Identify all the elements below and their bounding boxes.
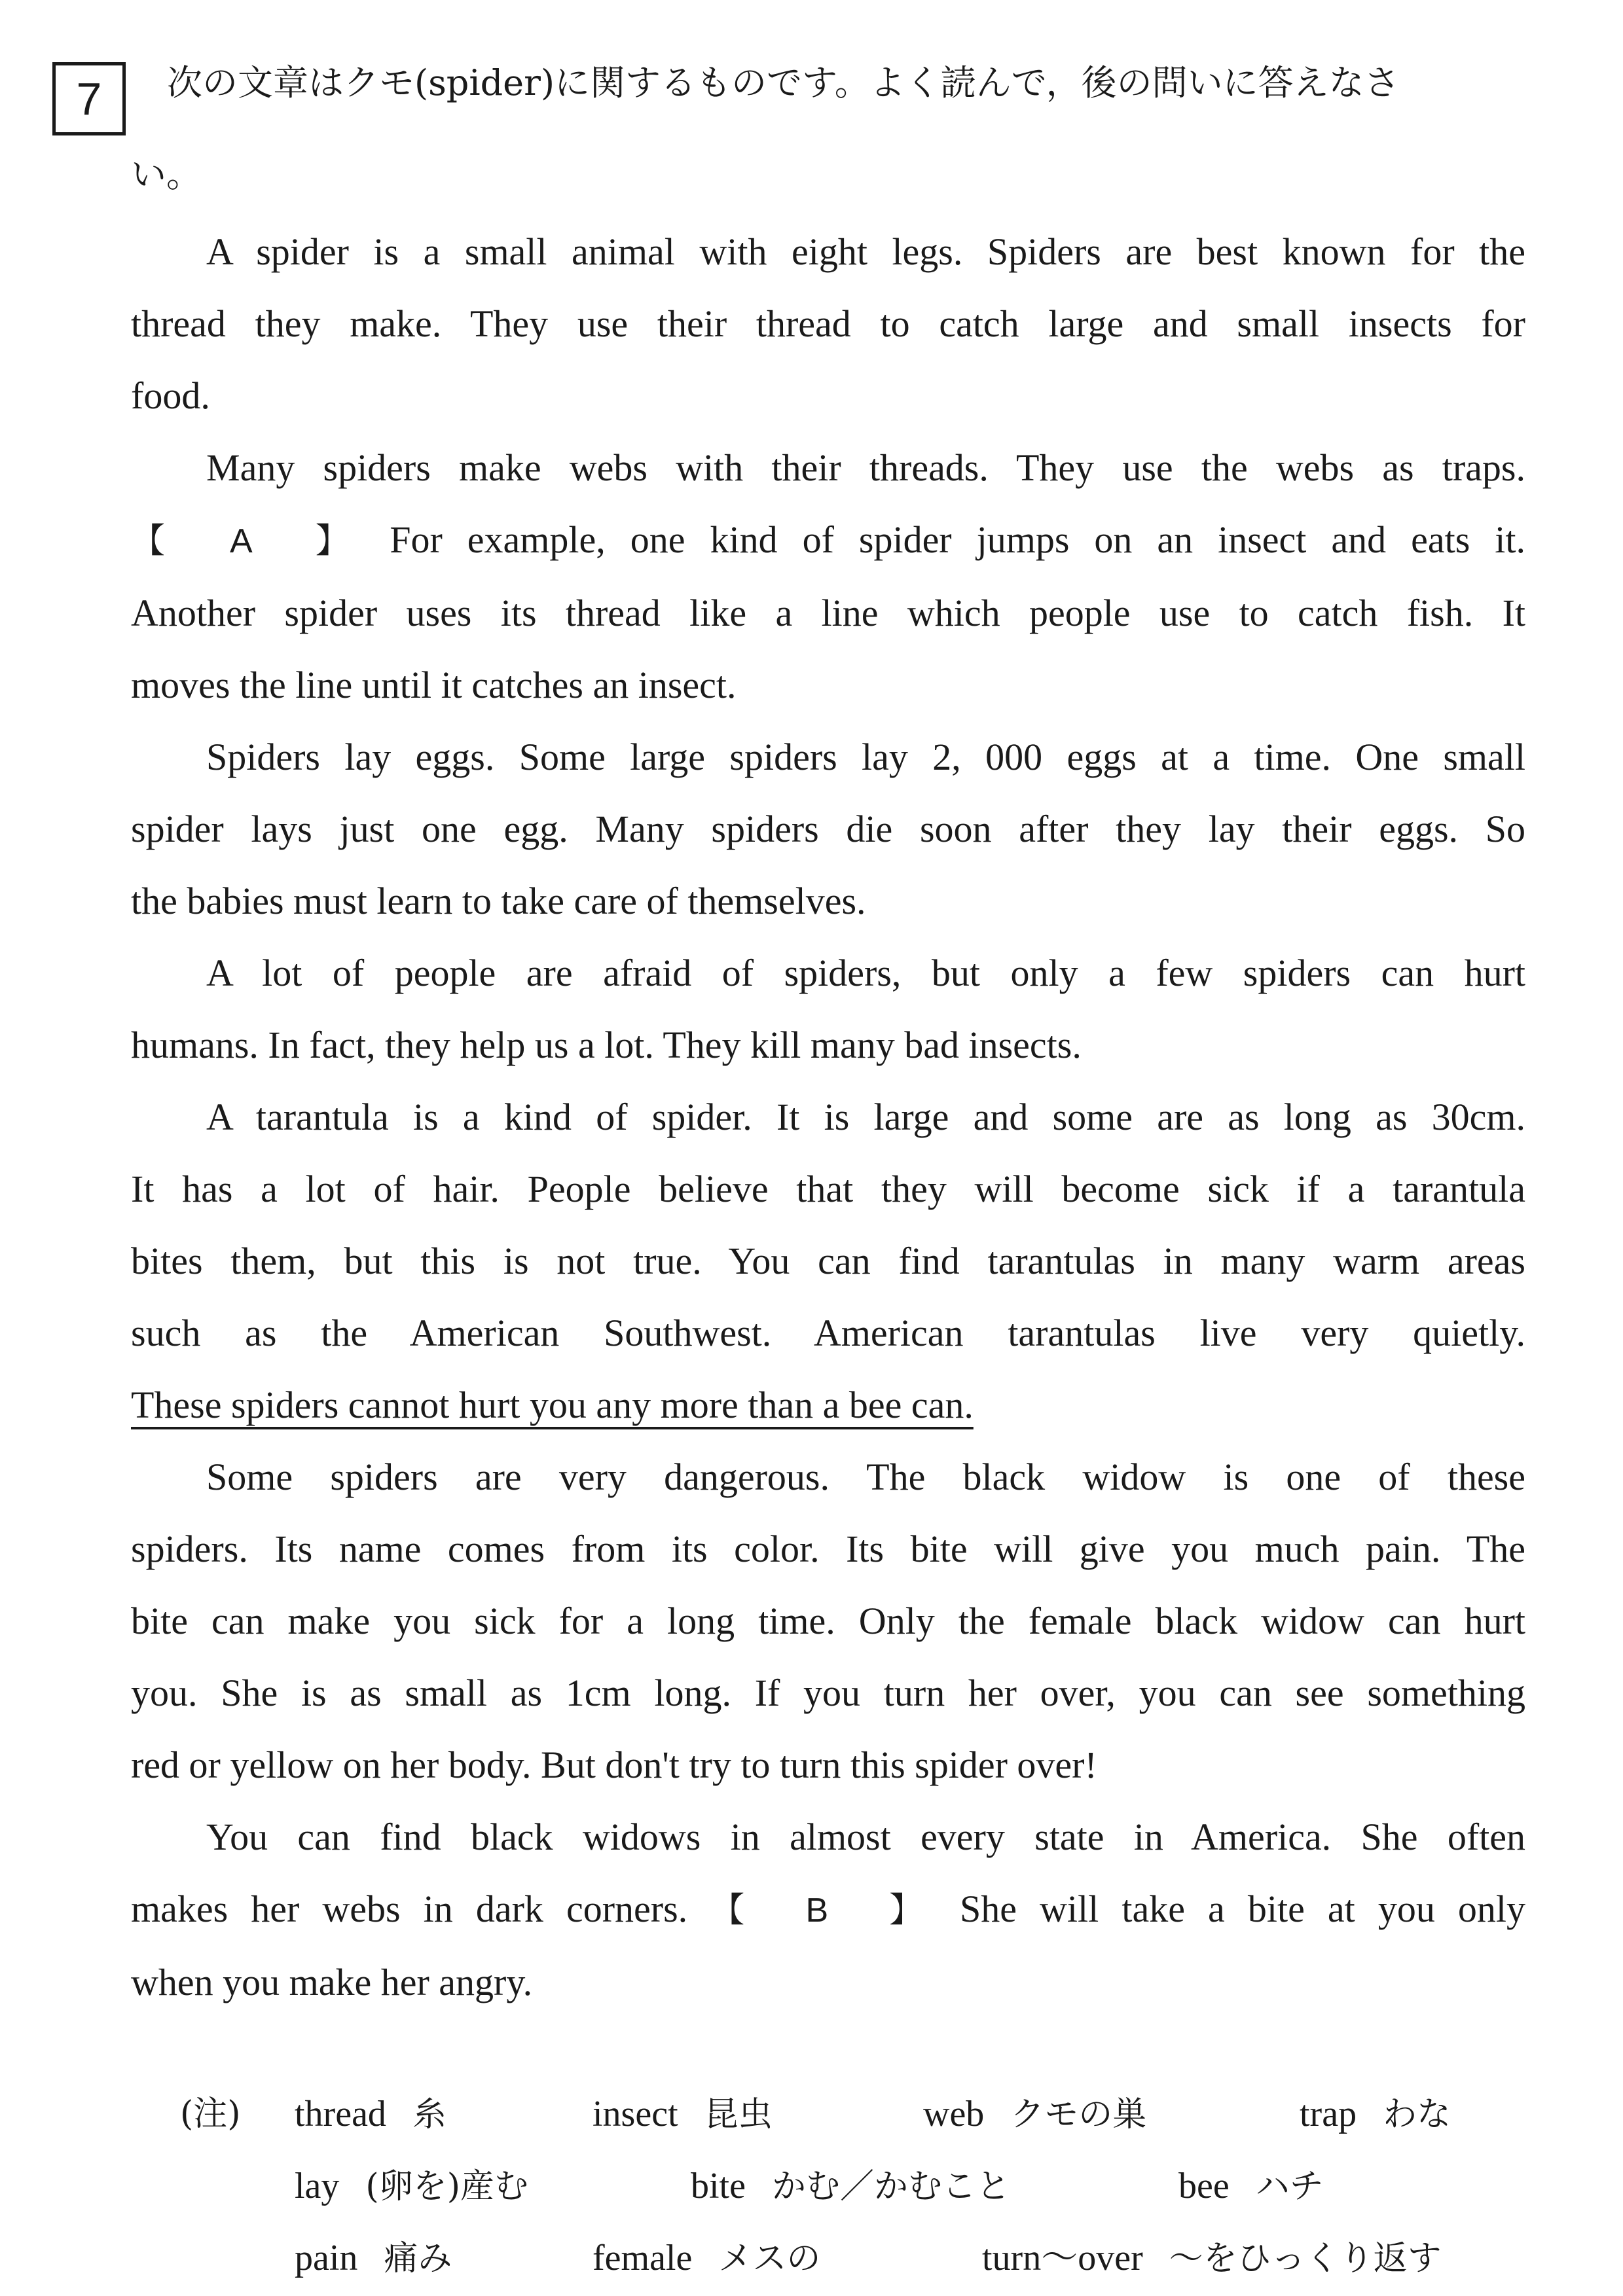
passage-line: spider lays just one egg. Many spiders die soon after they lay their eggs. So [131,808,1525,850]
passage-line: moves the line until it catches an insect. [131,664,737,706]
passage-line: It has a lot of hair. People believe that they will become sick if a tarantula [131,1168,1525,1210]
underlined-sentence-line [131,1369,1525,1441]
note-item [593,2078,773,2151]
instruction-line-2: い。 [131,154,202,195]
note-item [593,2222,820,2295]
passage-line: spiders. Its name comes from its color. Its bite will give you much pain. The [131,1528,1525,1570]
passage-line: when you make her angry. [131,1961,533,2003]
question-number: 7 [76,73,102,124]
passage-line: A tarantula is a kind of spider. It is large and some are as long as 30cm. [206,1096,1525,1138]
note-meaning: クモの巣 [1010,2095,1147,2134]
passage-line: bite can make you sick for a long time. Only the female black widow can hurt [131,1600,1525,1642]
passage-line: bites them, but this is not true. You can find tarantulas in many warm areas [131,1240,1525,1282]
reading-passage [131,216,1525,2018]
passage-text: For example, one kind of spider jumps on an insect and eats it. [390,518,1526,561]
passage-line: red or yellow on her body. But don't try to turn this spider over! [131,1744,1097,1786]
notes-label: (注) [180,2094,241,2134]
blank-b: 【 B 】 [710,1892,937,1929]
note-meaning: わな [1383,2095,1451,2134]
passage-line: A spider is a small animal with eight legs. Spiders are best known for the [206,230,1525,273]
note-meaning: (卵を)産む [365,2167,528,2206]
passage-line: the babies must learn to take care of themselves. [131,880,866,922]
passage-line-with-blank-a [131,504,1525,577]
passage-line: Spiders lay eggs. Some large spiders lay 2, 000 eggs at a time. One small [206,736,1525,778]
passage-line: you. She is as small as 1cm long. If you turn her over, you can see something [131,1672,1525,1714]
note-item [1300,2078,1451,2151]
note-item [295,2150,528,2223]
note-term: bee [1178,2166,1230,2206]
passage-line: Some spiders are very dangerous. The black widow is one of these [206,1456,1525,1498]
note-item [295,2222,452,2295]
note-term: insect [593,2094,678,2134]
passage-line: Another spider uses its thread like a line which people use to catch fish. It [131,592,1525,634]
note-meaning: かむ／かむこと [771,2167,1010,2206]
note-item [923,2078,1146,2151]
note-item [982,2222,1442,2295]
note-term: bite [691,2166,746,2206]
note-term: thread [295,2094,386,2134]
note-item [691,2150,1010,2223]
passage-line-with-blank-b [131,1873,1525,1946]
note-item [295,2078,447,2151]
note-meaning: ハチ [1255,2167,1324,2206]
note-term: trap [1300,2094,1357,2134]
passage-line: You can find black widows in almost every state in America. She often [206,1816,1525,1858]
blank-a: 【 A 】 [131,522,365,560]
passage-line: thread they make. They use their thread to catch large and small insects for [131,302,1525,345]
note-meaning: メスの [718,2239,821,2278]
passage-line: Many spiders make webs with their threads. They use the webs as traps. [206,446,1525,489]
passage-line: food. [131,374,210,417]
note-term: web [923,2094,985,2134]
note-item [1178,2150,1324,2223]
question-number-box [52,62,126,135]
passage-text: makes her webs in dark corners. [131,1888,688,1930]
note-meaning: 痛み [384,2239,452,2278]
note-term: turn～over [982,2238,1143,2278]
passage-line: such as the American Southwest. American tarantulas live very quietly. [131,1312,1525,1354]
note-term: lay [295,2166,340,2206]
note-term: pain [295,2238,358,2278]
passage-line: A lot of people are afraid of spiders, but only a few spiders can hurt [206,952,1525,994]
passage-line: humans. In fact, they help us a lot. They kill many bad insects. [131,1024,1082,1066]
instruction-line-1: 次の文章はクモ(spider)に関するものです。よく読んで，後の問いに答えなさ [167,62,1400,103]
passage-text: She will take a bite at you only [959,1888,1526,1930]
underlined-sentence: These spiders cannot hurt you any more than a bee can. [131,1384,974,1426]
note-term: female [593,2238,693,2278]
note-meaning: ～をひっくり返す [1169,2239,1442,2278]
note-meaning: 糸 [412,2095,447,2134]
note-meaning: 昆虫 [704,2095,773,2134]
